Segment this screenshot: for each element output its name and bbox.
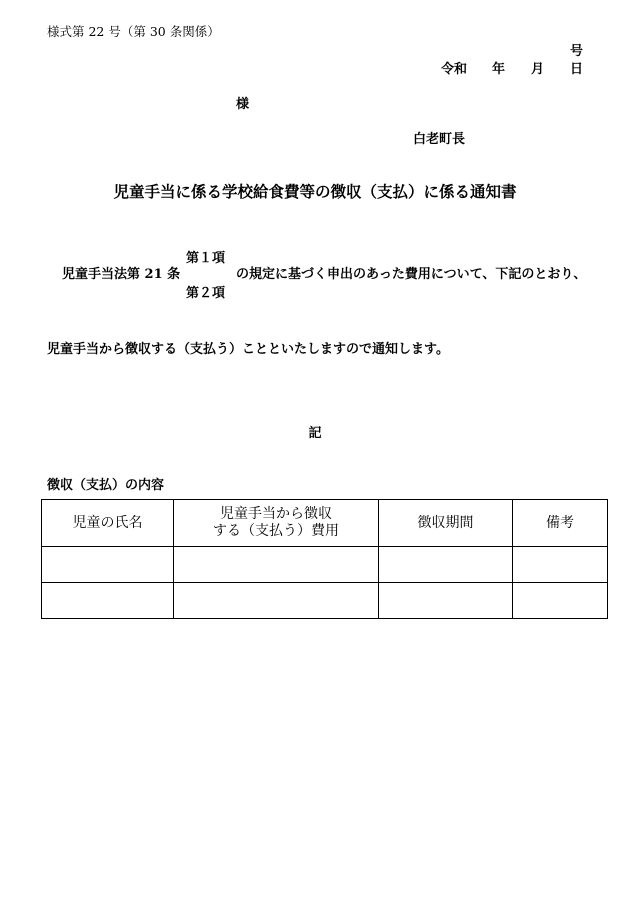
date-era: 令和 xyxy=(441,62,468,77)
header-cost xyxy=(174,500,379,547)
header-remarks: 備考 xyxy=(513,500,608,547)
body-text-line-1: の規定に基づく申出のあった費用について、下記のとおり、 xyxy=(236,267,587,282)
header-cost-line-2: する（支払う）費用 xyxy=(213,523,339,539)
date-day: 日 xyxy=(570,62,584,77)
cell-remarks xyxy=(513,583,608,619)
document-number-label: 号 xyxy=(570,44,584,59)
table-header-row xyxy=(42,500,608,547)
form-number: 様式第 22 号（第 30 条関係） xyxy=(47,24,220,39)
clause-2: 第２項 xyxy=(186,286,226,301)
cell-remarks xyxy=(513,547,608,583)
date-year: 年 xyxy=(492,62,506,77)
document-title: 児童手当に係る学校給食費等の徴収（支払）に係る通知書 xyxy=(113,182,517,201)
details-table xyxy=(41,499,608,619)
cell-cost xyxy=(174,583,379,619)
body-text-line-2: 児童手当から徴収する（支払う）ことといたしますので通知します。 xyxy=(47,342,449,357)
table-caption: 徴収（支払）の内容 xyxy=(47,478,165,493)
ki-heading: 記 xyxy=(308,426,322,441)
cell-period xyxy=(379,583,513,619)
law-name: 児童手当法第 21 条 xyxy=(62,267,181,282)
table-row xyxy=(42,583,608,619)
cell-child-name xyxy=(42,547,174,583)
table-row xyxy=(42,547,608,583)
cell-child-name xyxy=(42,583,174,619)
header-cost-line-1: 児童手当から徴収 xyxy=(220,506,332,522)
cell-period xyxy=(379,547,513,583)
cell-cost xyxy=(174,547,379,583)
clause-1: 第１項 xyxy=(186,251,226,266)
addressee-honorific: 様 xyxy=(236,97,250,112)
sender-name: 白老町長 xyxy=(413,132,466,147)
date-month: 月 xyxy=(531,62,545,77)
header-child-name: 児童の氏名 xyxy=(42,500,174,547)
header-period: 徴収期間 xyxy=(379,500,513,547)
